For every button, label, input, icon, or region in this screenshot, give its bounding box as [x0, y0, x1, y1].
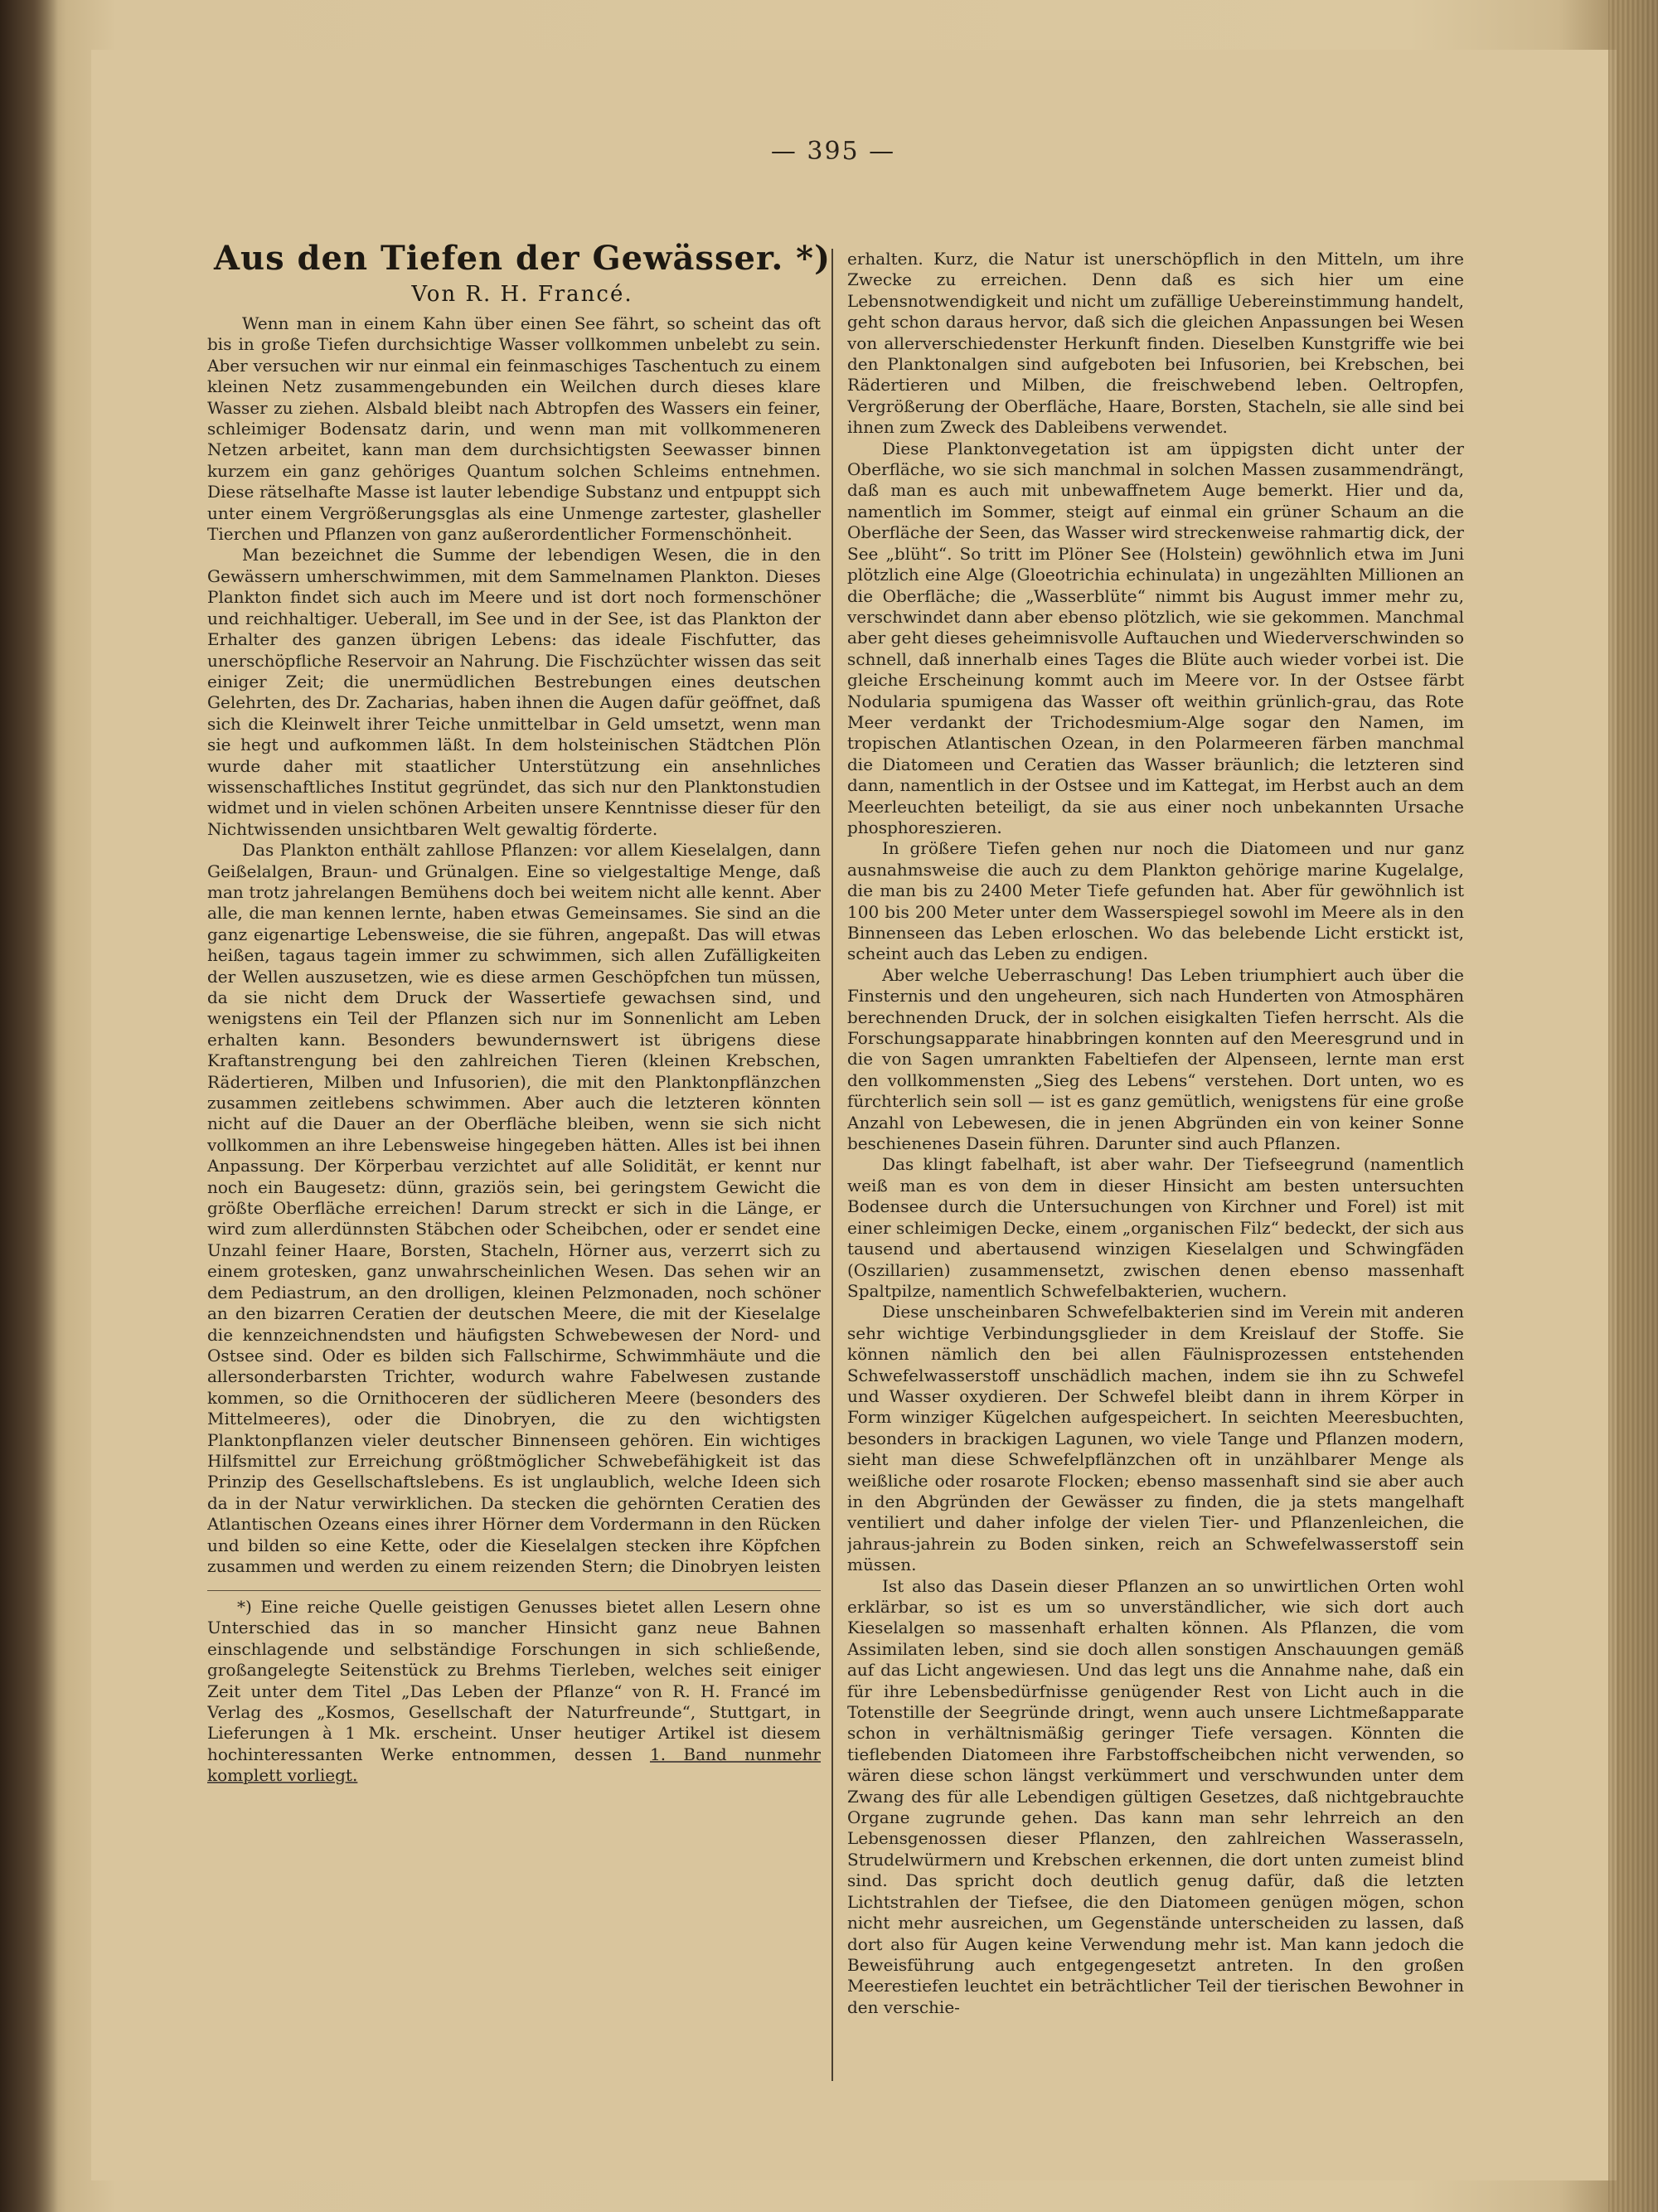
- left-paragraph-3: Das Plankton enthält zahllose Pflanzen: vor allem Kieselalgen, dann Geißelalgen, Braun- und Grünalgen. Eine so vielgestaltige Menge, daß man trotz jahrelangen Bemühens doch bei weitem nicht alle kennt. Aber alle, die man kennen lernte, haben etwas Gemeinsames. Sie sind an die ganz eigenartige Lebensweise, die sie führen, angepaßt. Das will etwas heißen, tagaus tagein immer zu schwimmen, sich allen Zufälligkeiten der Wellen auszusetzen, wie es diese armen Geschöpfchen tun müssen, da sie nicht dem Druck der Wassertiefe gewachsen sind, und wenigstens ein Teil der Pflanzen sich nur im Sonnenlicht am Leben erhalten kann. Besonders bewundernswert ist übrigens diese Kraftanstrengung bei den zahlreichen Tieren (kleinen Krebschen, Rädertieren, Milben und Infusorien), die mit den Planktonpflänzchen zusammen zeitlebens schwimmen. Aber auch die letzteren könnten nicht auf die Dauer an der Oberfläche bleiben, wenn sie sich nicht vollkommen an ihre Lebensweise hingegeben hätten. Alles ist bei ihnen Anpassung. Der Körperbau verzichtet auf alle Solidität, er kennt nur noch ein Baugesetz: dünn, graziös sein, bei geringstem Gewicht die größte Oberfläche erreichen! Darum streckt er sich in die Länge, er wird zum allerdünnsten Stäbchen oder Scheibchen, oder er sendet eine Unzahl feiner Haare, Borsten, Stacheln, Hörner aus, verzerrt sich zu einem grotesken, ganz unwahrscheinlichen Wesen. Das sehen wir an dem Pediastrum, an den drolligen, kleinen Pelzmonaden, noch schöner an den bizarren Ceratien der deutschen Meere, die mit der Kieselalge die kennzeichnendsten und häufigsten Schwebewesen der Nord- und Ostsee sind. Oder es bilden sich Fallschirme, Schwimmhäute und die allersonderbarsten Trichter, wodurch wahre Fabelwesen zustande kommen, so die Ornithoceren der südlicheren Meere (besonders des Mittelmeeres), oder die Dinobryen, die zu den wichtigsten Planktonpflanzen vieler deutscher Binnenseen gehören. Ein wichtiges Hilfsmittel zur Erreichung größtmöglicher Schwebefähigkeit ist das Prinzip des Gesellschaftslebens. Es ist unglaublich, welche Ideen sich da in der Natur verwirklichen. Da stecken die gehörnten Ceratien des Atlantischen Ozeans eines ihrer Hörner dem Vordermann in den Rücken und bilden so eine Kette, oder die Kieselalgen stecken ihre Köpfchen zusammen und werden zu einem reizenden Stern; die Dinobryen leisten: [207, 840, 821, 1576]
- book-spine-shadow: [0, 0, 58, 2212]
- footnote-text: *) Eine reiche Quelle geistigen Genusses bietet allen Lesern ohne Unterschied das in so mancher Hinsicht ganz neue Bahnen einschlagende und selbständige Forschungen in sich schließende, großangelegte Seitenstück zu Brehms Tierleben, welches seit einiger Zeit unter dem Titel „Das Leben der Pflanze“ von R. H. Francé im Verlag des „Kosmos, Gesellschaft der Naturfreunde“, Stuttgart, in Lieferungen à 1 Mk. erscheint. Unser heutiger Artikel ist diesem hochinteressanten Werke entnommen, dessen: [207, 1597, 821, 1764]
- footnote: [207, 1597, 821, 1862]
- right-column: [847, 249, 1464, 2056]
- right-paragraph-1: Diese Planktonvegetation ist am üppigsten dicht unter der Oberfläche, wo sie sich manchmal in solchen Massen zusammendrängt, daß man es auch mit unbewaffnetem Auge bemerkt. Hier und da, namentlich im Sommer, steigt auf einmal ein grüner Schaum an die Oberfläche der Seen, das Wasser wird streckenweise rahmartig dick, der See „blüht“. So tritt im Plöner See (Holstein) gewöhnlich etwa im Juni plötzlich eine Alge (Gloeotrichia echinulata) in ungezählten Millionen an die Oberfläche; die „Wasserblüte“ nimmt bis August immer mehr zu, verschwindet dann aber ebenso plötzlich, wie sie gekommen. Manchmal aber geht dieses geheimnisvolle Auftauchen und Wiederverschwinden so schnell, daß innerhalb eines Tages die Blüte auch wieder vorbei ist. Die gleiche Erscheinung kommt auch im Meere vor. In der Ostsee färbt Nodularia spumigena das Wasser oft weithin grünlich-grau, das Rote Meer verdankt der Trichodesmium-Alge sogar den Namen, im tropischen Atlantischen Ozean, in den Polarmeeren färben manchmal die Diatomeen und Ceratien das Wasser bräunlich; die letzteren sind dann, namentlich in der Ostsee und im Kattegat, im Herbst auch an dem Meerleuchten beteiligt, da sie aus einer noch unbekannten Ursache phosphoreszieren.: [847, 438, 1464, 837]
- left-paragraph-2: Man bezeichnet die Summe der lebendigen Wesen, die in den Gewässern umherschwimmen, mit dem Sammelnamen Plankton. Dieses Plankton findet sich auch im Meere und ist dort noch formenschöner und reichhaltiger. Ueberall, im See und in der See, ist das Plankton der Erhalter des ganzen übrigen Lebens: das ideale Fischfutter, das unerschöpfliche Reservoir an Nahrung. Die Fischzüchter wissen das seit einiger Zeit; die unermüdlichen Bestrebungen eines deutschen Gelehrten, des Dr. Zacharias, haben ihnen die Augen dafür geöffnet, daß sich die Kleinwelt ihrer Teiche unmittelbar in Geld umsetzt, wenn man sie hegt und aufkommen läßt. In dem holsteinischen Städtchen Plön wurde daher mit staatlicher Unterstützung ein ansehnliches wissenschaftliches Institut gegründet, das sich nur den Planktonstudien widmet und in vielen schönen Arbeiten unsere Kenntnisse dieser für den Nichtwissenden unsichtbaren Welt gewaltig förderte.: [207, 545, 821, 839]
- footnote-underlined-end: 1. Band nunmehr komplett vorliegt.: [207, 1744, 821, 1786]
- left-paragraph-1: Wenn man in einem Kahn über einen See fährt, so scheint das oft bis in große Tiefen durchsichtige Wasser vollkommen unbelebt zu sein. Aber versuchen wir nur einmal ein feinmaschiges Taschentuch zu einem kleinen Netz zusammengebunden ein Weilchen durch dieses klare Wasser zu ziehen. Alsbald bleibt nach Abtropfen des Wassers ein feiner, schleimiger Bodensatz darin, und wenn man mit vollkommeneren Netzen arbeitet, kann man dem durchsichtigsten Seewasser binnen kurzem ein ganz gehöriges Quantum solchen Schleims entnehmen. Diese rätselhafte Masse ist lauter lebendige Substanz und entpuppt sich unter einem Vergrößerungsglas als eine Unmenge zartester, glasheller Tierchen und Pflanzen von ganz außerordentlicher Formenschönheit.: [207, 313, 821, 545]
- right-continuation-paragraph: erhalten. Kurz, die Natur ist unerschöpflich in den Mitteln, um ihre Zwecke zu erreichen. Denn daß es sich hier um eine Lebensnotwendigkeit und nicht um zufällige Uebereinstimmung handelt, geht schon daraus hervor, daß sich die gleichen Anpassungen bei Wesen von allerverschiedenster Herkunft finden. Dieselben Kunstgriffe wie bei den Planktonalgen sind aufgeboten bei Infusorien, bei Krebschen, bei Rädertieren und Milben, die freischwebend leben. Oeltropfen, Vergrößerung der Oberfläche, Haare, Borsten, Stacheln, sie alle sind bei ihnen zum Zweck des Dableibens verwendet.: [847, 249, 1464, 438]
- article-byline: Von R. H. Francé.: [411, 282, 633, 307]
- page-edge-stack: [1608, 0, 1658, 2212]
- right-paragraph-2: In größere Tiefen gehen nur noch die Diatomeen und nur ganz ausnahmsweise die auch zu dem Plankton gehörige marine Kugelalge, die man bis zu 2400 Meter Tiefe gefunden hat. Aber für gewöhnlich ist 100 bis 200 Meter unter dem Wasserspiegel sowohl im Meere als in den Binnenseen das Leben erloschen. Wo das belebende Licht erstickt ist, scheint auch das Leben zu endigen.: [847, 838, 1464, 964]
- article-title: Aus den Tiefen der Gewässer. *): [213, 239, 831, 278]
- column-divider: [831, 249, 833, 2081]
- right-paragraph-5: Diese unscheinbaren Schwefelbakterien sind im Verein mit anderen sehr wichtige Verbindungsglieder in dem Kreislauf der Stoffe. Sie können nämlich den bei allen Fäulnisprozessen entstehenden Schwefelwasserstoff unschädlich machen, indem sie ihn zu Schwefel und Wasser oxydieren. Der Schwefel bleibt dann in ihrem Körper in Form winziger Kügelchen aufgespeichert. In seichten Meeresbuchten, besonders in brackigen Lagunen, wo viele Tange und Pflanzen modern, sieht man diese Schwefelpflänzchen oft in unzählbarer Menge als weißliche oder rosarote Flocken; ebenso massenhaft sind sie aber auch in den Abgründen der Gewässer zu finden, die ja stets mangelhaft ventiliert und daher infolge der vielen Tier- und Pflanzenleichen, die jahraus-jahrein zu Boden sinken, reich an Schwefelwasserstoff sein müssen.: [847, 1302, 1464, 1575]
- right-paragraph-4: Das klingt fabelhaft, ist aber wahr. Der Tiefseegrund (namentlich weiß man es von dem in dieser Hinsicht am besten untersuchten Bodensee durch die Untersuchungen von Kirchner und Forel) ist mit einer schleimigen Decke, einem „organischen Filz“ bedeckt, der sich aus tausend und abertausend winzigen Kieselalgen und Schwingfäden (Oszillarien) zusammensetzt, zwischen denen ebenso massenhaft Spaltpilze, namentlich Schwefelbakterien, wuchern.: [847, 1154, 1464, 1301]
- right-paragraph-3: Aber welche Ueberraschung! Das Leben triumphiert auch über die Finsternis und den ungeheuren, sich nach Hunderten von Atmosphären berechnenden Druck, der in solchen eisigkalten Tiefen herrscht. Als die Forschungsapparate hinabbringen konnten auf den Meeresgrund und in die von Sagen umrankten Fabeltiefen der Alpenseen, lernte man erst den vollkommensten „Sieg des Lebens“ verstehen. Dort unten, wo es fürchterlich sein soll — ist es ganz gemütlich, wenigstens für eine große Anzahl von Lebewesen, die in jenen Abgründen ein von keiner Sonne beschienenes Dasein führen. Darunter sind auch Pflanzen.: [847, 964, 1464, 1154]
- footnote-separator: [207, 1590, 821, 1591]
- right-paragraph-6: Ist also das Dasein dieser Pflanzen an so unwirtlichen Orten wohl erklärbar, so ist es um so unverständlicher, wie sich dort auch Kieselalgen so massenhaft erhalten können. Als Pflanzen, die vom Assimilaten leben, sind sie doch allen sonstigen Anschauungen gemäß auf das Licht angewiesen. Und das legt uns die Annahme nahe, daß ein für ihre Lebensbedürfnisse genügender Rest von Licht auch in die Totenstille der Seegründe dringt, wenn auch unsere Lichtmeßapparate schon in verhältnismäßig geringer Tiefe versagen. Könnten die tieflebenden Diatomeen ihre Farbstoffscheibchen nicht verwenden, so wären diese schon längst verkümmert und verschwunden unter dem Zwang des für alle Lebendigen gültigen Gesetzes, daß nichtgebrauchte Organe zugrunde gehen. Das kann man sehr lehrreich an den Lebensgenossen dieser Pflanzen, den zahlreichen Wasserasseln, Strudelwürmern und Krebschen erkennen, die dort unten zumeist blind sind. Das spricht doch deutlich genug dafür, daß die letzten Lichtstrahlen der Tiefsee, die den Diatomeen genügen mögen, schon nicht mehr ausreichen, um Gegenstände unterscheiden zu lassen, daß dort also für Augen keine Verwendung mehr ist. Man kann jedoch die Beweisführung auch entgegengesetzt antreten. In den großen Meerestiefen leuchtet ein beträchtlicher Teil der tierischen Bewohner in den verschie-: [847, 1575, 1464, 2017]
- left-column: [207, 313, 821, 1578]
- page-number: — 395 —: [770, 137, 896, 166]
